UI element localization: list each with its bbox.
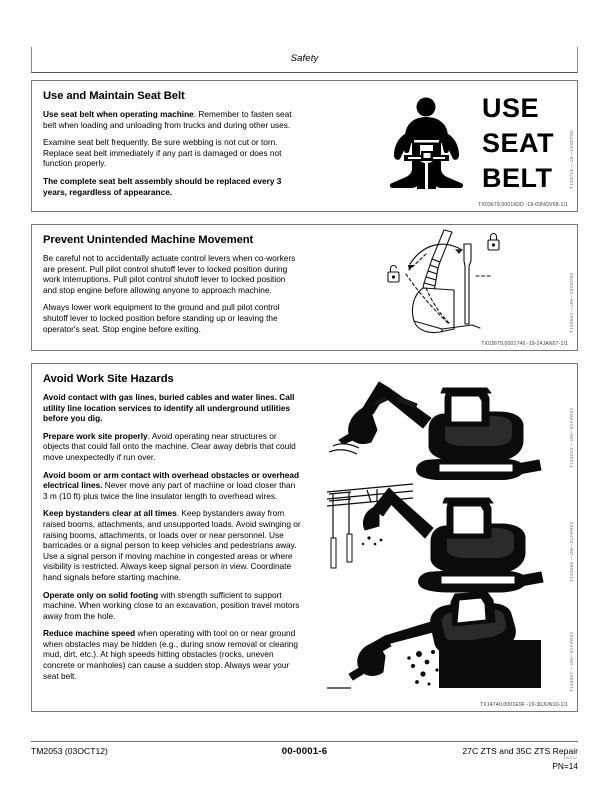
figure-word-use: USE <box>482 93 540 123</box>
paragraph <box>43 109 301 130</box>
figure-caption: T133204 —UN—01APR02 <box>569 407 574 468</box>
paragraph <box>43 137 301 169</box>
section-use-and-maintain-seat-belt <box>31 80 578 212</box>
paragraph-body: Always lower work equipment to the ground and pull pilot control shutoff lever to locked position before standing up or leaving the operator's seat. Stop engine before exiting. <box>43 302 280 334</box>
paragraph-lead: Avoid boom or arm contact with overhead obstacles or overhead electrical lines. <box>43 469 300 491</box>
section-heading: Prevent Unintended Machine Movement <box>43 234 254 246</box>
section-text-column <box>43 234 301 334</box>
pilot-control-shutoff-lever-illustration <box>380 228 570 343</box>
paragraph-body: Avoid contact with gas lines, buried cables and water lines. Call utility line location services to identify all underground utilities before you dig. <box>43 392 295 424</box>
section-text-column <box>43 373 301 681</box>
section-text-column <box>43 90 301 197</box>
section-prevent-unintended-machine-movement <box>31 224 578 351</box>
figure-caption: T133563 —UN—20SEP00 <box>569 272 574 333</box>
page-code: 00-0001-6 <box>281 746 328 757</box>
section-heading: Use and Maintain Seat Belt <box>43 90 185 102</box>
paragraph-body: Never move any part of machine or load closer than 3 m (10 ft) plus twice the line insulator length to overhead wires. <box>43 480 296 501</box>
paragraph <box>43 392 301 424</box>
unlock-icon <box>388 266 399 283</box>
paragraph <box>43 176 301 197</box>
paragraph <box>43 431 301 463</box>
paragraph <box>43 628 301 681</box>
lock-icon <box>488 234 499 251</box>
footer-divider <box>31 741 578 742</box>
reference-id: TX03679,00016DD -19-03NOV08-1/1 <box>478 202 568 208</box>
page-footer <box>31 746 578 786</box>
page-number: PN=14 <box>552 761 578 771</box>
paragraph-body: with strength sufficient to support machine. When working close to an excavation, position travel motors away from the hole. <box>43 589 300 621</box>
paragraph <box>43 590 301 622</box>
machine-title: 27C ZTS and 35C ZTS Repair <box>462 746 578 756</box>
paragraph-body: The complete seat belt assembly should be replaced every 3 years, regardless of appearance. <box>43 175 282 197</box>
figure-word-seat: SEAT <box>482 128 555 158</box>
excavator-digging-buried-lines-illustration <box>327 368 552 480</box>
paragraph <box>43 302 301 334</box>
figure-word-belt: BELT <box>482 163 553 193</box>
manual-number: TM2053 (03OCT12) <box>31 746 108 756</box>
section-avoid-work-site-hazards <box>31 363 578 712</box>
section-heading: Avoid Work Site Hazards <box>43 373 174 385</box>
page-header-title: Safety <box>290 53 319 64</box>
page-header <box>31 47 578 73</box>
reference-id: TX03679,0001746 -19-24JAN07-1/1 <box>481 341 568 347</box>
excavator-overhead-power-lines-illustration <box>327 482 552 594</box>
figure-caption: T133066 —UN—01APR02 <box>569 521 574 582</box>
figure-caption: T133067 —UN—01APR02 <box>569 631 574 692</box>
footer-stamp: 100312 <box>563 756 577 760</box>
paragraph-body: . Avoid operating near structures or objects that could fall onto the machine. Clear away debris that could move unexpectedly if run over. <box>43 430 296 462</box>
paragraph <box>43 253 301 295</box>
paragraph-body: . Keep bystanders away from raised booms, attachments, and unsupported loads. Avoid swinging or raising booms, attachments, or loads over or near personnel. Use barricades or a signal person to keep vehicles and pedestrians away. Use a signal person if moving machine in congested areas or where visibility is restricted. Always keep signal person in view. Coordinate hand signals before starting machine. <box>43 508 301 582</box>
paragraph <box>43 508 301 582</box>
paragraph-lead: Keep bystanders clear at all times <box>43 508 177 519</box>
paragraph-lead: Prepare work site properly <box>43 430 148 441</box>
paragraph-body: . Remember to fasten seat belt when loading and unloading from trucks and during other uses. <box>43 109 292 130</box>
paragraph-body: when operating with tool on or near ground when obstacles may be hidden (e.g., during snow removal or clearing mud, dirt, etc.). At high speeds hitting obstacles (rocks, uneven concrete or manholes) can cause a sudden stop. Always wear your seat belt. <box>43 628 299 681</box>
paragraph <box>43 470 301 502</box>
figure-caption: T133716 —19—14SEP00 <box>569 130 574 189</box>
paragraph-lead: Reduce machine speed <box>43 628 136 639</box>
excavator-near-excavation-edge-illustration <box>327 592 552 700</box>
paragraph-lead: Use seat belt when operating machine <box>43 109 194 119</box>
paragraph-body: Examine seat belt frequently. Be sure webbing is not cut or torn. Replace seat belt immediately if any part is damaged or does not function properly. <box>43 137 282 169</box>
paragraph-body: Be careful not to accidentally actuate control levers when co-workers are present. Pull pilot control shutoff lever to locked position during work interruptions. Pull pilot control shutoff lever to locked position and stop engine before allowing anyone to approach machine. <box>43 253 296 295</box>
paragraph-lead: Operate only on solid footing <box>43 589 159 600</box>
use-seat-belt-pictogram <box>384 93 569 193</box>
reference-id: TX14740,0001E9F -19-30JUN10-1/1 <box>480 702 568 708</box>
